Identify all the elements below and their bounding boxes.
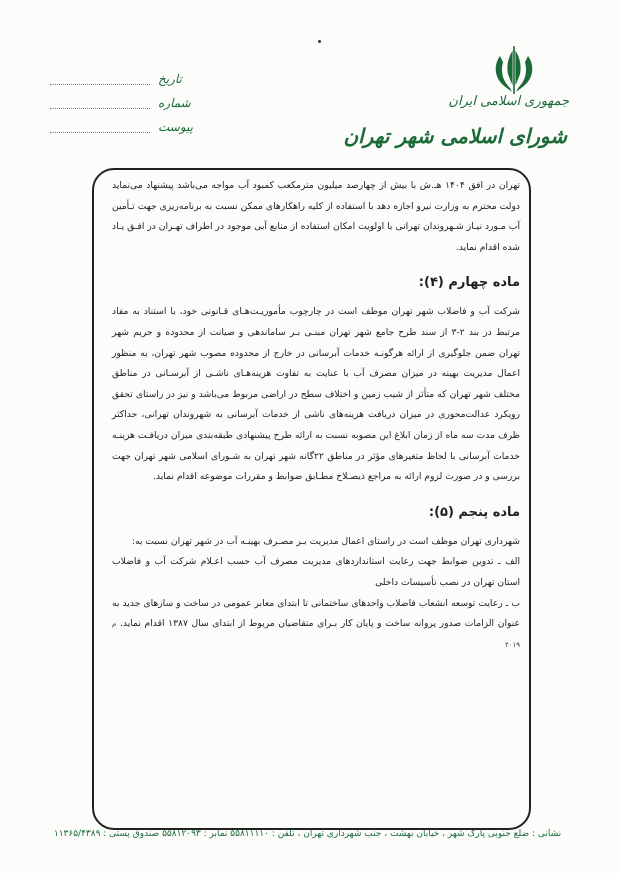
- meta-number-line: [50, 108, 150, 109]
- header-council-title: شورای اسلامی شهر تهران: [343, 124, 567, 148]
- meta-attachment-line: [50, 132, 150, 133]
- scan-dot: [318, 40, 321, 43]
- meta-date: [50, 72, 200, 92]
- meta-attachment-label: پیوست: [158, 120, 193, 134]
- intro-paragraph: تهران در افق ۱۴۰۴ هـ.ش با بیش از چهارصد میلیون مترمکعب کمبود آب مواجه می‌باشد پیشنهاد می‌نماید دولت محترم به وزارت نیرو اجازه دهد با استفاده از کلیه راهکارهای ممکن نسبت به برنامه‌ریزی جهت تـأمین آب مـورد نیـاز شـهروندان تهرانی با اولویت امکان استفاده از منابع آبی موجود در اطراف تهـران در افـق یـاد شده اقدام نماید.: [112, 180, 520, 253]
- article4-heading: ماده چهارم (۴):: [418, 275, 520, 291]
- article5-note: م ۲۰۱۹: [112, 620, 520, 649]
- iran-emblem-icon: [486, 42, 542, 98]
- article4-text: شرکت آب و فاضلاب شهر تهران موظف است در چارچوب مأموریـت‌هـای قـانونی خود، با استناد به مفاد مرتبط در بند ۲-۳ از سند طرح جامع شهر تهران مبنـی بـر ساماندهی و صیانت از محدوده و حریم شهر تهران ضمن جلوگیری از ارائه هرگونـه خدمات آبرسانی در خارج از محدوده مصوب شهر تهران، به منظور اعمال مدیریت بهینه در میزان مصرف آب با عنایت به تفاوت هزینه‌هـای ناشـی از آبرسـانی در مناطق مختلف شهر تهران که متأثر از شیب زمین و اختلاف سطح در اراضی مربوط می‌باشد و نیز در راستای تحقق رویکرد عدالت‌محوری در میزان دریافت هزینه‌های ناشی از خدمات آبرسانی به شهروندان تهرانی، حداکثر ظرف مدت سه ماه از زمان ابلاغ این مصوبه نسبت به ارائه طرح پیشنهادی طبقه‌بندی میزان دریافـت هزینـه خدمات آبرسانی با لحاظ متغیرهای مؤثر در مناطق ۲۲گانه شهر تهران به شـورای اسلامی شهر تهران جهت بررسی و در صورت لزوم ارائه به مراجع ذیصـلاح مطـابق ضوابط و مقررات موضوعه اقدام نماید.: [112, 306, 520, 483]
- document-body: [112, 176, 520, 655]
- meta-number: [50, 96, 200, 116]
- article5-item-b: [112, 594, 520, 656]
- article5-item-b-text: ب ـ رعایت توسعه انشعاب فاضلاب واحدهای ساختمانی تا ابتدای معابر عمومی در ساخت و سازهای جدید به عنوان الزامات صدور پروانه ساخت و پایان کار بـرای متقاضیان مربوط از ابتدای سال ۱۳۸۷ اقدام نماید.: [112, 597, 520, 630]
- article5-heading: ماده پنجم (۵):: [428, 504, 520, 520]
- meta-date-line: [50, 84, 150, 85]
- meta-number-label: شماره: [158, 96, 191, 110]
- article5-intro: شهرداری تهران موظف است در راستای اعمال مدیریت بـر مصـرف بهینـه آب در شهر تهران نسبت به:: [131, 535, 520, 547]
- footer-address: نشانی : ضلع جنوبی پارک شهر ، خیابان بهشت ، جنب شهرداری تهران ، تلفن : ۵۵۸۱۱۱۱۰ نمابر : ۵۵۸۱۲۰۹۳ صندوق پستی : ۱۱۳۶۵/۴۳۸۹: [53, 829, 562, 839]
- meta-attachment: [50, 120, 200, 140]
- header-republic: جمهوری اسلامی ایران: [448, 94, 569, 109]
- article5-item-a: الف ـ تدوین ضوابط جهت رعایت استانداردهای مدیریت مصرف آب حسب اعـلام شرکت آب و فاضلاب استان تهران در نصب تأسیسات داخلی: [112, 556, 520, 588]
- meta-date-label: تاریخ: [158, 72, 182, 86]
